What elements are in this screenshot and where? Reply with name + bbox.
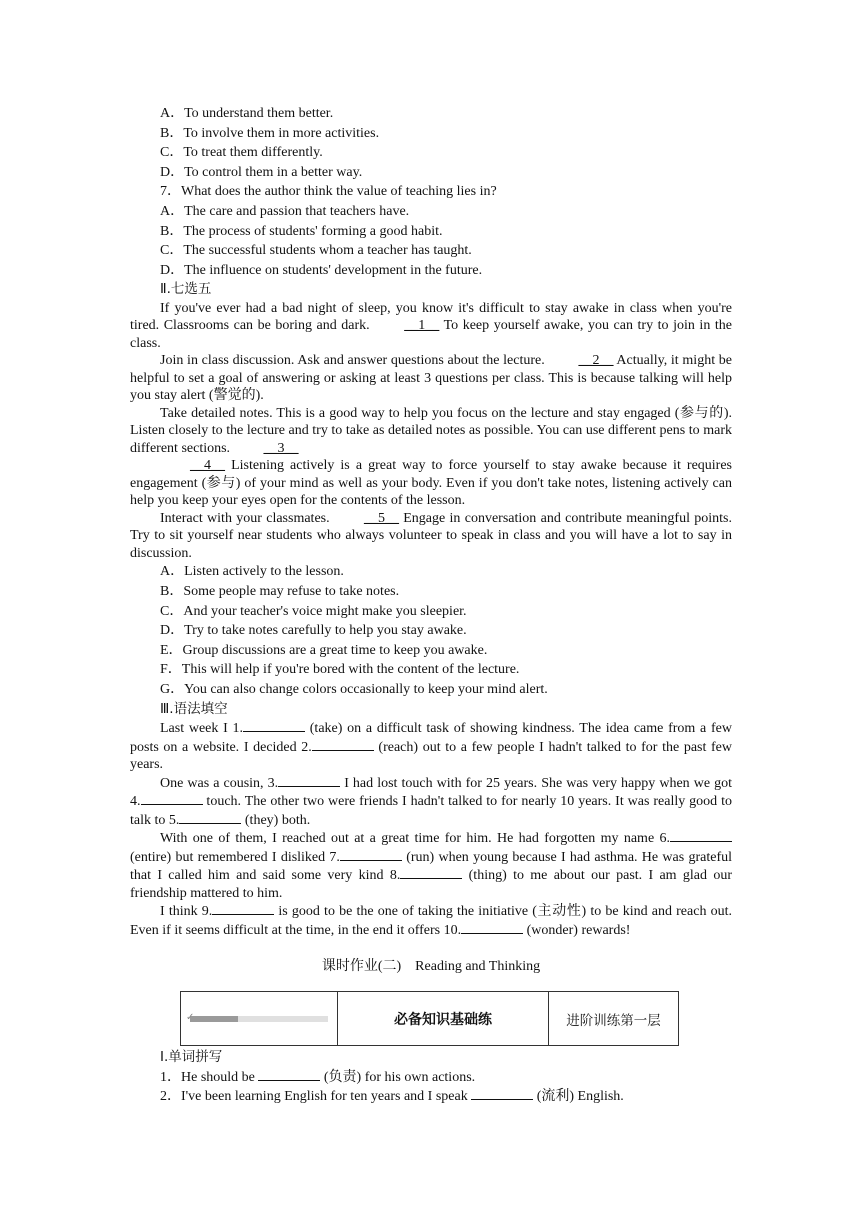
- option-line: D．To control them in a better way.: [160, 164, 363, 180]
- blank-line: [258, 1068, 320, 1081]
- check-icon: ✓: [186, 1011, 195, 1023]
- blank-line: [461, 921, 523, 934]
- answer-gap: __2__: [578, 353, 614, 369]
- answer-gap: __1__: [404, 318, 440, 334]
- blank-line: [471, 1087, 533, 1100]
- option-line: B．To involve them in more activities.: [160, 125, 380, 141]
- practice-banner: [180, 991, 679, 1046]
- blank-line: [400, 866, 462, 879]
- answer-gap: __5__: [363, 510, 399, 526]
- homework-title: 课时作业(二) Reading and Thinking: [321, 959, 541, 975]
- blank-line: [670, 829, 732, 842]
- blank-line: [212, 902, 274, 915]
- option-line: E．Group discussions are a great time to keep you awake.: [160, 642, 488, 658]
- option-line: D．The influence on students' development in the future.: [160, 262, 483, 278]
- option-line: A．The care and passion that teachers have.: [160, 203, 410, 219]
- passage-paragraph: If you've ever had a bad night of sleep, you know it's difficult to stay awake in class when you're tired. Classrooms can be boring and dark. __1__ To keep yourself awake, you can try to join in the class.: [130, 300, 732, 351]
- option-line: F．This will help if you're bored with the content of the lecture.: [160, 662, 520, 678]
- blank-line: [243, 719, 305, 732]
- grammar-paragraph: One was a cousin, 3. I had lost touch with for 25 years. She was very happy when we got 4. touch. The other two were friends I hadn't talked to for nearly 10 years. It was really good to talk to 5. (they) both.: [130, 775, 732, 828]
- banner-middle: 必备知识基础练: [338, 992, 549, 1046]
- answer-gap: __3__: [263, 440, 299, 456]
- passage-paragraph: Take detailed notes. This is a good way to help you focus on the lecture and stay engaged (参与的). Listen closely to the lecture and try to take as detailed notes as possible. You can use different pens to mark different sections. __3__: [130, 405, 732, 456]
- question-7: 7．What does the author think the value of teaching lies in?: [160, 184, 497, 200]
- blank-line: [340, 848, 402, 861]
- passage-paragraph: __4__ Listening actively is a great way to force yourself to stay awake because it requires engagement (参与) of your mind as well as your body. Even if you don't take notes, listening actively can help you keep your eyes open for the contents of the lesson.: [130, 458, 732, 509]
- blank-line: [141, 792, 203, 805]
- progress-bar: [186, 1011, 328, 1023]
- document-page: [130, 104, 732, 1107]
- option-line: C．And your teacher's voice might make you sleepier.: [160, 603, 467, 619]
- section-heading-seven-choose-five: Ⅱ.七选五: [160, 281, 212, 298]
- section-heading-word-spelling: Ⅰ.单词拼写: [160, 1049, 223, 1066]
- blank-line: [312, 738, 374, 751]
- option-line: C．To treat them differently.: [160, 145, 323, 161]
- progress-fill: [190, 1016, 238, 1022]
- option-line: G．You can also change colors occasionally to keep your mind alert.: [160, 682, 548, 697]
- grammar-paragraph: Last week I 1. (take) on a difficult task of showing kindness. The idea came from a few posts on a website. I decided 2. (reach) out to a few people I hadn't talked to for the past few years.: [130, 721, 733, 773]
- option-line: A．To understand them better.: [160, 106, 334, 121]
- progress-cell: [181, 992, 338, 1046]
- option-line: A．Listen actively to the lesson.: [160, 564, 344, 580]
- section-heading-grammar-fill: Ⅲ.语法填空: [160, 700, 228, 717]
- grammar-paragraph: With one of them, I reached out at a great time for him. He had forgotten my name 6. (entire) but remembered I disliked 7. (run) when young because I had asthma. He was grateful that I called him and said some very kind 8. (thing) to me about our past. I am glad our friendship mattered to him.: [130, 831, 732, 901]
- banner-right: 进阶训练第一层: [549, 992, 679, 1046]
- blank-line: [179, 811, 241, 824]
- blank-line: [278, 774, 340, 787]
- passage-paragraph: Interact with your classmates. __5__ Engage in conversation and contribute meaningful points. Try to sit yourself near students who always volunteer to speak in class and you will have a lot to say in discussion.: [130, 510, 733, 561]
- grammar-paragraph: I think 9. is good to be the one of taking the initiative (主动性) to be kind and reach out. Even if it seems difficult at the time, in the end it offers 10. (wonder) rewards!: [130, 904, 732, 938]
- spelling-item: 2．I've been learning English for ten years and I speak (流利) English.: [160, 1089, 624, 1105]
- option-line: B．The process of students' forming a good habit.: [160, 223, 443, 239]
- option-line: C．The successful students whom a teacher has taught.: [160, 243, 472, 259]
- option-line: D．Try to take notes carefully to help you stay awake.: [160, 623, 467, 639]
- answer-gap: __4__: [190, 458, 225, 474]
- option-line: B．Some people may refuse to take notes.: [160, 584, 400, 600]
- spelling-item: 1．He should be (负责) for his own actions.: [160, 1069, 476, 1085]
- passage-paragraph: Join in class discussion. Ask and answer questions about the lecture. __2__ Actually, it might be helpful to set a goal of answering or asking at least 3 questions per class. This is because talking will help you stay alert (警觉的).: [130, 353, 733, 404]
